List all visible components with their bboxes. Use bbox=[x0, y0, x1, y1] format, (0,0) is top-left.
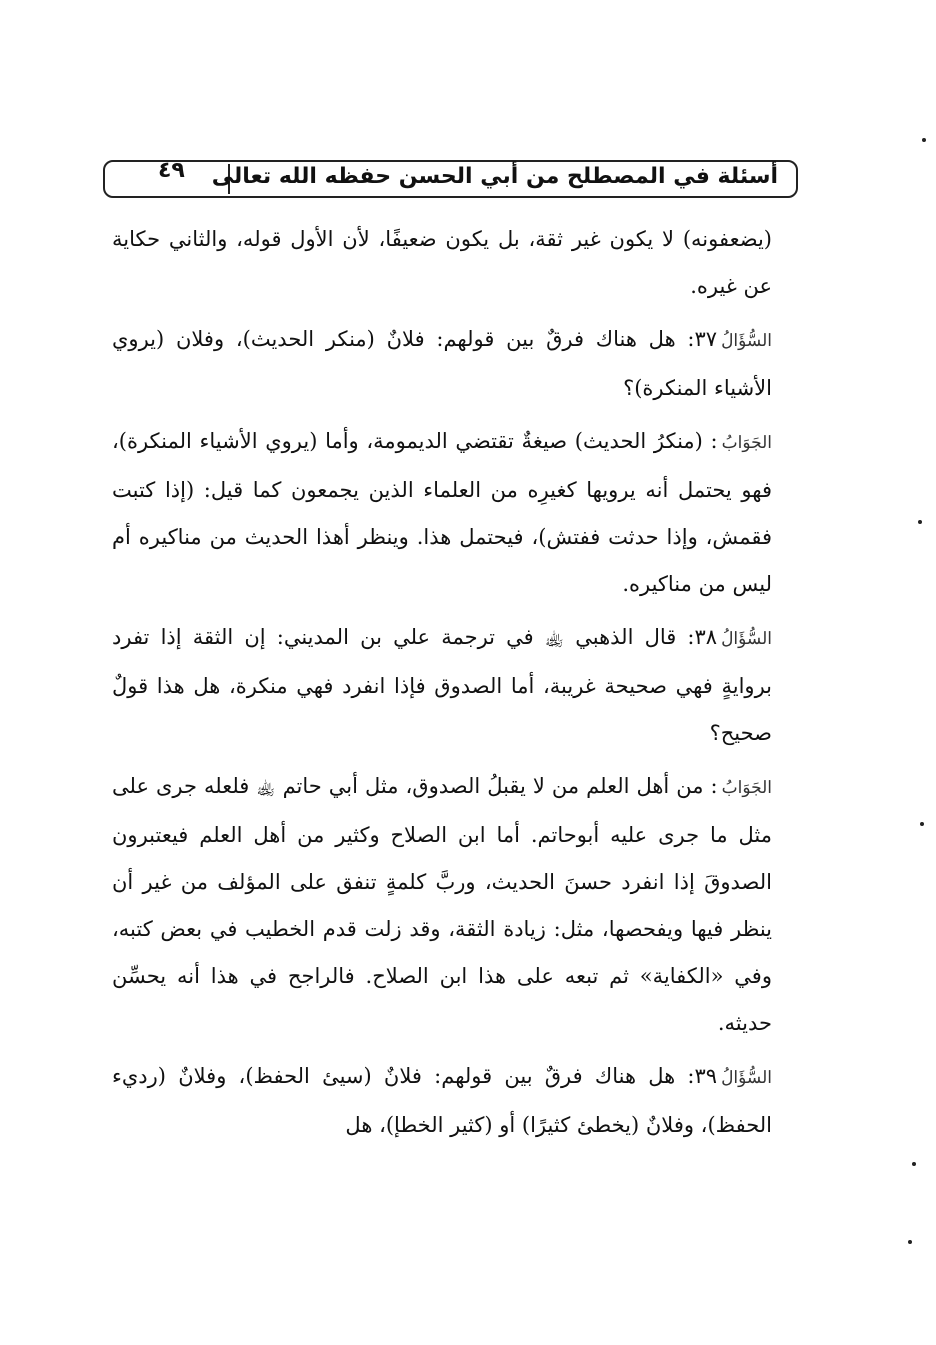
question-text: ٣٧: هل هناك فرقٌ بين قولهم: فلانٌ (منكر الحديث)، وفلان (يروي الأشياء المنكرة)؟ bbox=[112, 327, 772, 400]
page-number: ٤٩ bbox=[158, 158, 185, 183]
question-text: ٣٨: قال الذهبي ﵀ في ترجمة علي بن المديني: إن الثقة إذا تفرد بروايةٍ فهي صحيحة غريبة، أما الصدوق فإذا انفرد فهي منكرة، هل هذا قولٌ صحيح؟ bbox=[112, 625, 772, 745]
page-body bbox=[112, 216, 772, 1155]
answer-38 bbox=[112, 763, 772, 1047]
scan-speck bbox=[922, 138, 926, 142]
question-label: السُّؤَالُ bbox=[721, 1068, 772, 1088]
answer-37 bbox=[112, 418, 772, 608]
answer-text: : (منكرُ الحديث) صيغةٌ تقتضي الديمومة، وأما (يروي الأشياء المنكرة)، فهو يحتمل أنه يرويها كغيرِه من العلماء الذين يجمعون كما قيل: (إذا كتبت فقمش، وإذا حدثت ففتش)، فيحتمل هذا. وينظر أهذا الحديث من مناكيره أم ليس من مناكيره. bbox=[112, 429, 772, 596]
scan-speck bbox=[912, 1162, 916, 1166]
header-title: أسئلة في المصطلح من أبي الحسن حفظه الله تعالى bbox=[211, 164, 778, 189]
answer-text: : من أهل العلم من لا يقبلُ الصدوق، مثل أبي حاتم ﵀ فلعله جرى على مثل ما جرى عليه أبوحاتم. أما ابن الصلاح وكثير من أهل العلم فيعتبرون الصدوقَ إذا انفرد حسنَ الحديث، وربَّ كلمةٍ تنفق على المؤلف من غير أن ينظر فيها ويفحصها، مثل: زيادة الثقة، وقد زلت قدم الخطيب في بعض كتبه، وفي «الكفاية» ثم تبعه على هذا ابن الصلاح. فالراجح في هذا أنه يحسِّن حديثه. bbox=[112, 774, 772, 1035]
question-text: ٣٩: هل هناك فرقٌ بين قولهم: فلانٌ (سيئ الحفظ)، وفلانٌ (رديء الحفظ)، وفلانٌ (يخطئ كثيرًا) أو (كثير الخطإ)، هل bbox=[112, 1064, 772, 1137]
running-header bbox=[103, 154, 800, 204]
question-label: السُّؤَالُ bbox=[721, 629, 772, 649]
answer-label: الجَوَابُ bbox=[721, 433, 772, 453]
answer-label: الجَوَابُ bbox=[721, 778, 772, 798]
question-39 bbox=[112, 1053, 772, 1149]
question-label: السُّؤَالُ bbox=[721, 331, 772, 351]
scan-speck bbox=[918, 520, 922, 524]
scan-speck bbox=[908, 1240, 912, 1244]
paragraph-continuation bbox=[112, 216, 772, 310]
scan-speck bbox=[920, 822, 924, 826]
paragraph-text: (يضعفونه) لا يكون غير ثقة، بل يكون ضعيفًا، لأن الأول قوله، والثاني حكاية عن غيره. bbox=[112, 227, 772, 298]
question-37 bbox=[112, 316, 772, 412]
question-38 bbox=[112, 614, 772, 757]
